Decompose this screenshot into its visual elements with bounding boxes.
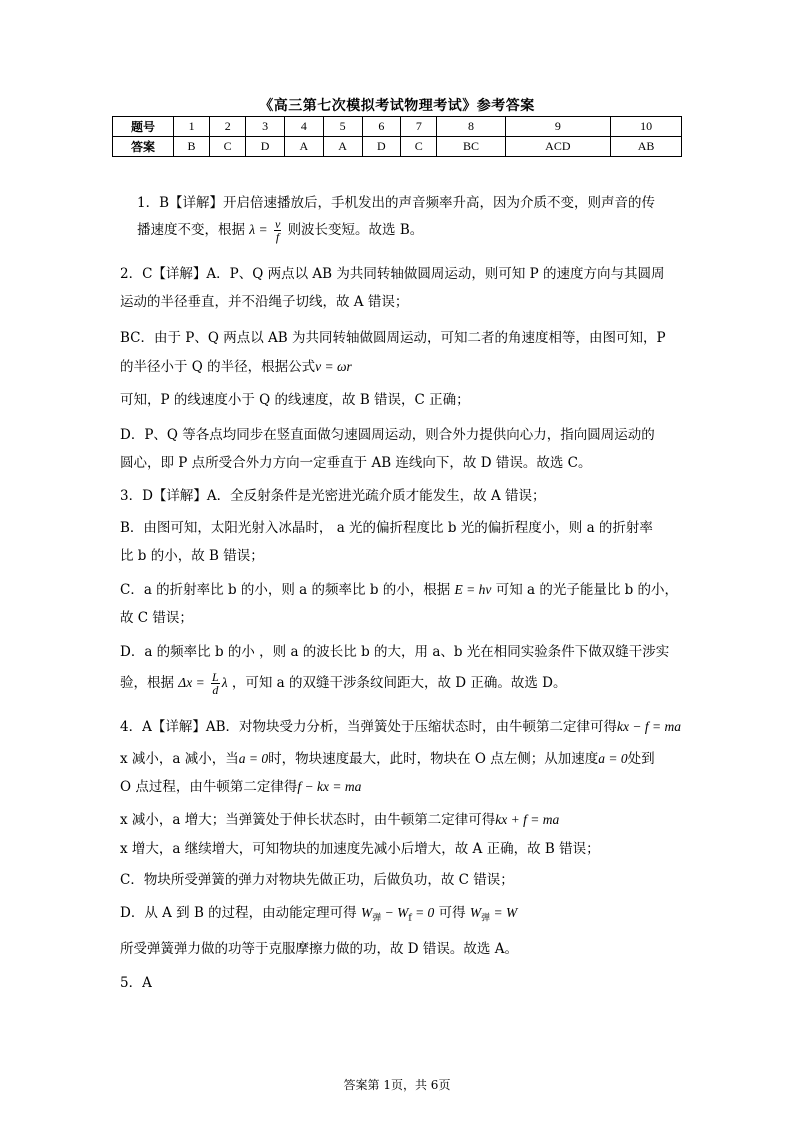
fraction: $\frac{v}{f}$ [274,217,281,244]
row-label-number: 题号 [113,117,174,137]
question-number: 9 [505,117,611,137]
table-row [113,117,682,137]
solution-line: B．由图可知，太阳光射入冰晶时， a 光的偏折程度比 b 光的偏折程度小，则 a 的折射率 [120,520,653,536]
page-footer: 答案第 1页，共 6页 [343,1078,451,1092]
formula: kx + f = ma [495,812,560,827]
formula: λ = [249,222,268,237]
question-number: 2 [210,117,246,137]
solution-line: 故 C 错误； [120,610,193,626]
formula: Δx = [178,675,205,690]
question-number: 10 [611,117,682,137]
formula: W [360,905,373,920]
answer-cell: B [174,137,210,157]
formula: f − kx = ma [297,779,362,794]
solution-line: x 减小，a 增大；当弹簧处于伸长状态时，由牛顿第二定律可得kx + f = ma [120,812,560,828]
formula: W [469,905,482,920]
question-number: 4 [285,117,324,137]
solution-line: 运动的半径垂直，并不沿绳子切线，故 A 错误； [120,294,409,310]
answer-cell: D [362,137,401,157]
solution-line: 2．C【详解】A．P、Q 两点以 AB 为共同转轴做圆周运动，则可知 P 的速度方向与其圆周 [120,266,665,282]
solution-line: 可知，P 的线速度小于 Q 的线速度，故 B 错误，C 正确； [120,392,470,408]
question-number: 5 [323,117,362,137]
answer-cell: A [285,137,324,157]
solution-line: 播速度不变，根据 λ = $\frac{v}{f}$ 则波长变短。故选 B。 [137,217,424,244]
question-number: 8 [437,117,505,137]
formula: a = 0 [238,751,269,766]
solution-line: C．物块所受弹簧的弹力对物块先做正功，后做负功，故 C 错误； [120,872,514,888]
formula: E = hν [454,582,492,597]
solution-line: O 点过程，由牛顿第二定律得f − kx = ma [120,779,362,795]
solution-line: x 增大，a 继续增大，可知物块的加速度先减小后增大，故 A 正确，故 B 错误； [120,841,600,857]
answer-cell: C [401,137,437,157]
solution-line: 所受弹簧弹力做的功等于克服摩擦力做的功，故 D 错误。故选 A。 [120,941,518,957]
question-number: 1 [174,117,210,137]
answer-cell: AB [611,137,682,157]
answer-cell: ACD [505,137,611,157]
solution-line: 验，根据 Δx = $\frac{L}{d}$ λ ，可知 a 的双缝干涉条纹间距大，故 D 正确。故选 D。 [120,670,567,697]
formula: kx − f = ma [617,719,681,734]
page-title: 《高三第七次模拟考试物理考试》参考答案 [259,98,535,114]
table-row [113,137,682,157]
solution-line: C．a 的折射率比 b 的小，则 a 的频率比 b 的小，根据 E = hν 可知 a 的光子能量比 b 的小， [120,582,679,598]
solution-line: D．P、Q 等各点均同步在竖直面做匀速圆周运动，则合外力提供向心力，指向圆周运动的 [120,427,655,443]
question-number: 7 [401,117,437,137]
formula: a = 0 [598,751,628,766]
solution-line: 的半径小于 Q 的半径，根据公式v = ωr [120,359,352,375]
solution-line: D．a 的频率比 b 的小 ，则 a 的波长比 b 的大，用 a、b 光在相同实验条件下做双缝干涉实 [120,644,670,660]
question-number: 3 [246,117,285,137]
solution-line: 3．D【详解】A．全反射条件是光密进光疏介质才能发生，故 A 错误； [120,488,546,504]
answer-cell: BC [437,137,505,157]
answer-cell: D [246,137,285,157]
solution-line: 比 b 的小，故 B 错误； [120,548,264,564]
row-label-answer: 答案 [113,137,174,157]
solution-line: BC．由于 P、Q 两点以 AB 为共同转轴做圆周运动，可知二者的角速度相等，由图可知，P [120,330,666,346]
answer-cell: C [210,137,246,157]
answer-cell: A [323,137,362,157]
fraction: $\frac{L}{d}$ [212,670,219,697]
formula: v = ωr [315,359,352,374]
solution-line: 圆心，即 P 点所受合外力方向一定垂直于 AB 连线向下，故 D 错误。故选 C。 [120,455,592,471]
answer-table [112,116,682,157]
solution-line: 4．A【详解】AB．对物块受力分析，当弹簧处于压缩状态时，由牛顿第二定律可得kx − f = ma [120,719,681,735]
solution-line: 1．B【详解】开启倍速播放后，手机发出的声音频率升高，因为介质不变，则声音的传 [137,195,656,211]
solution-line: D．从 A 到 B 的过程，由动能定理可得 $W_弹 - W_f = 0$ 可得 $W_弹 = W$ [120,905,518,924]
solution-line: 5．A [120,975,152,991]
question-number: 6 [362,117,401,137]
solution-line: x 减小，a 减小，当a = 0时，物块速度最大，此时，物块在 O 点左侧；从加速度a = 0处到 [120,751,655,767]
